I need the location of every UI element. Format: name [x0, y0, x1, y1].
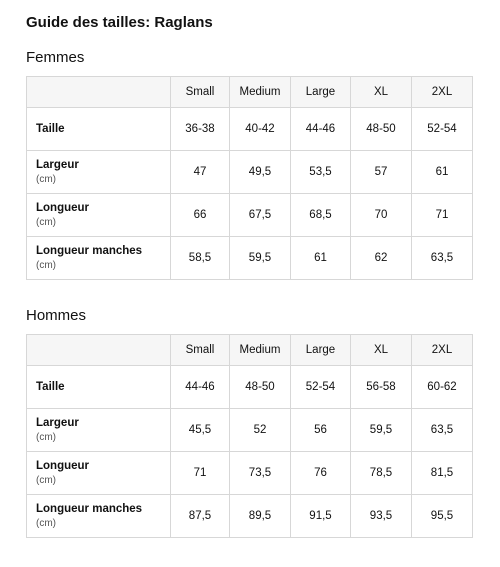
value-cell: 61 [291, 237, 351, 280]
value-cell: 87,5 [171, 495, 230, 538]
header-size-medium: Medium [230, 335, 291, 366]
row-label: Taille [36, 381, 65, 393]
table-header-row [27, 77, 473, 108]
value-cell: 73,5 [230, 452, 291, 495]
size-table-hommes [26, 334, 473, 538]
row-label-cell [27, 108, 171, 151]
header-corner-cell [27, 335, 171, 366]
row-label-cell [27, 409, 171, 452]
row-unit: (cm) [36, 517, 56, 529]
value-cell: 78,5 [351, 452, 412, 495]
value-cell: 57 [351, 151, 412, 194]
row-label-cell [27, 194, 171, 237]
table-row-longueur-manches [27, 495, 473, 538]
value-cell: 47 [171, 151, 230, 194]
header-corner-cell [27, 77, 171, 108]
section-title-femmes: Femmes [26, 49, 85, 66]
value-cell: 52 [230, 409, 291, 452]
size-table-femmes [26, 76, 473, 280]
row-label: Longueur manches [36, 502, 143, 515]
row-label-cell [27, 237, 171, 280]
value-cell: 62 [351, 237, 412, 280]
value-cell: 93,5 [351, 495, 412, 538]
row-label: Longueur manches [36, 244, 143, 257]
value-cell: 45,5 [171, 409, 230, 452]
value-cell: 44-46 [171, 366, 230, 409]
row-unit: (cm) [36, 259, 56, 271]
value-cell: 68,5 [291, 194, 351, 237]
value-cell: 56 [291, 409, 351, 452]
value-cell: 95,5 [412, 495, 473, 538]
header-size-xl: XL [351, 335, 412, 366]
row-label-cell [27, 452, 171, 495]
row-label: Taille [36, 123, 65, 135]
value-cell: 56-58 [351, 366, 412, 409]
row-label: Longueur [36, 201, 90, 214]
value-cell: 70 [351, 194, 412, 237]
value-cell: 52-54 [412, 108, 473, 151]
value-cell: 44-46 [291, 108, 351, 151]
value-cell: 91,5 [291, 495, 351, 538]
value-cell: 63,5 [412, 409, 473, 452]
row-unit: (cm) [36, 474, 56, 486]
value-cell: 71 [171, 452, 230, 495]
header-size-2xl: 2XL [412, 77, 473, 108]
value-cell: 48-50 [351, 108, 412, 151]
value-cell: 53,5 [291, 151, 351, 194]
value-cell: 49,5 [230, 151, 291, 194]
value-cell: 58,5 [171, 237, 230, 280]
value-cell: 48-50 [230, 366, 291, 409]
row-unit: (cm) [36, 431, 56, 443]
table-row-taille [27, 108, 473, 151]
value-cell: 76 [291, 452, 351, 495]
row-label: Longueur [36, 459, 90, 472]
value-cell: 67,5 [230, 194, 291, 237]
value-cell: 61 [412, 151, 473, 194]
value-cell: 81,5 [412, 452, 473, 495]
value-cell: 66 [171, 194, 230, 237]
table-row-taille [27, 366, 473, 409]
value-cell: 36-38 [171, 108, 230, 151]
value-cell: 59,5 [230, 237, 291, 280]
table-row-largeur [27, 409, 473, 452]
table-row-largeur [27, 151, 473, 194]
header-size-xl: XL [351, 77, 412, 108]
header-size-medium: Medium [230, 77, 291, 108]
row-unit: (cm) [36, 216, 56, 228]
row-label-cell [27, 495, 171, 538]
value-cell: 40-42 [230, 108, 291, 151]
table-row-longueur [27, 452, 473, 495]
row-label-cell [27, 151, 171, 194]
header-size-small: Small [171, 77, 230, 108]
table-header-row [27, 335, 473, 366]
section-title-hommes: Hommes [26, 307, 87, 324]
page-title: Guide des tailles: Raglans [26, 14, 213, 31]
value-cell: 52-54 [291, 366, 351, 409]
header-size-large: Large [291, 77, 351, 108]
table-row-longueur-manches [27, 237, 473, 280]
header-size-large: Large [291, 335, 351, 366]
header-size-2xl: 2XL [412, 335, 473, 366]
value-cell: 60-62 [412, 366, 473, 409]
row-label: Largeur [36, 416, 79, 429]
value-cell: 63,5 [412, 237, 473, 280]
row-unit: (cm) [36, 173, 56, 185]
row-label: Largeur [36, 158, 79, 171]
value-cell: 71 [412, 194, 473, 237]
row-label-cell [27, 366, 171, 409]
value-cell: 59,5 [351, 409, 412, 452]
header-size-small: Small [171, 335, 230, 366]
table-row-longueur [27, 194, 473, 237]
value-cell: 89,5 [230, 495, 291, 538]
